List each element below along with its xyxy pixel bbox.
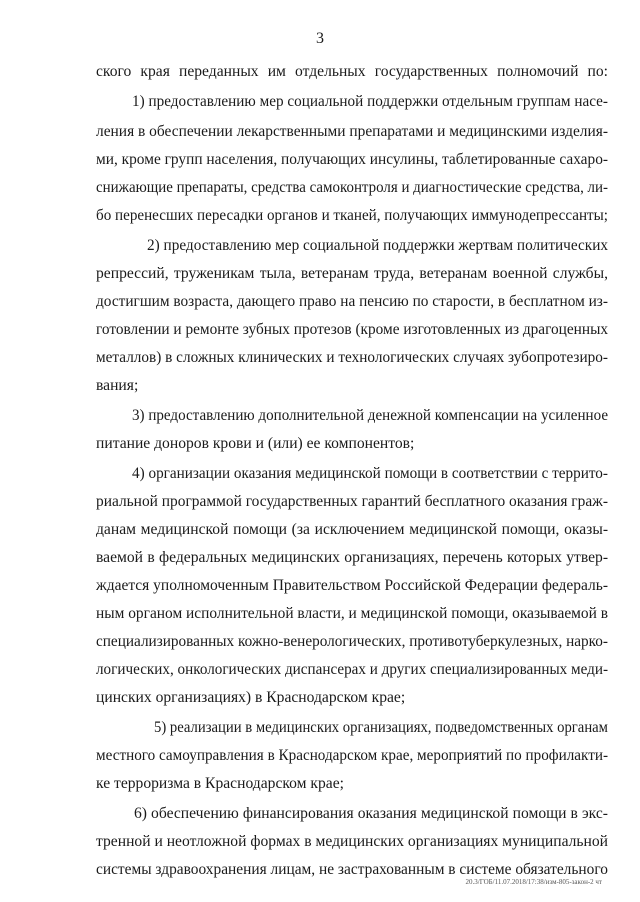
text-line: ского края переданных им отдельных государственных полномочий по: bbox=[96, 63, 609, 80]
text-line: репрессий, труженикам тыла, ветеранам труда, ветеранам военной службы, bbox=[96, 265, 608, 282]
text-line: 1) предоставлению мер социальной поддержки отдельным группам насе- bbox=[132, 93, 609, 110]
text-line: достигшим возраста, дающего право на пенсию по старости, в бесплатном из- bbox=[96, 293, 608, 310]
text-line: данам медицинской помощи (за исключением медицинской помощи, оказы- bbox=[96, 521, 609, 538]
text-line: ным органом исполнительной власти, и медицинской помощи, оказываемой в bbox=[96, 605, 609, 622]
text-line: логических, онкологических диспансерах и других специализированных меди- bbox=[96, 661, 609, 678]
text-line: 6) обеспечению финансирования оказания медицинской помощи в экс- bbox=[134, 805, 608, 822]
text-line: 2) предоставлению мер социальной поддержки жертвам политических bbox=[147, 237, 609, 254]
text-line: снижающие препараты, средства самоконтроля и диагностические средства, ли- bbox=[96, 179, 608, 196]
text-line: тренной и неотложной формах в медицинских организациях муниципальной bbox=[96, 833, 609, 850]
text-line: 5) реализации в медицинских организациях, подведомственных органам bbox=[154, 719, 608, 736]
text-line: ждается уполномоченным Правительством Российской Федерации федераль- bbox=[96, 577, 609, 594]
text-line: цинских организациях) в Краснодарском крае; bbox=[96, 689, 406, 706]
text-line: питание доноров крови и (или) ее компонентов; bbox=[96, 435, 415, 452]
text-line: вания; bbox=[96, 377, 139, 394]
text-line: ми, кроме групп населения, получающих инсулины, таблетированные сахаро- bbox=[96, 151, 609, 168]
text-line: системы здравоохранения лицам, не застрахованным в системе обязательного bbox=[96, 861, 608, 878]
text-line: ке терроризма в Краснодарском крае; bbox=[96, 775, 344, 792]
text-line: металлов) в сложных клинических и технологических случаях зубопротезиро- bbox=[96, 349, 608, 366]
text-line: бо перенесших пересадки органов и тканей, получающих иммунодепрессанты; bbox=[96, 207, 609, 224]
text-line: ваемой в федеральных медицинских организациях, перечень которых утвер- bbox=[96, 549, 609, 566]
text-line: готовлении и ремонте зубных протезов (кроме изготовленных из драгоценных bbox=[96, 321, 609, 338]
text-line: риальной программой государственных гарантий бесплатного оказания граж- bbox=[96, 493, 608, 510]
text-line: 4) организации оказания медицинской помощи в соответствии с террито- bbox=[132, 465, 608, 482]
text-line: ления в обеспечении лекарственными препаратами и медицинскими изделия- bbox=[96, 123, 608, 140]
page-number: 3 bbox=[316, 30, 324, 47]
footer-stamp: 20.3/ГОБ/11.07.2018/17:38/изм-805-закон-2 чт bbox=[465, 878, 602, 886]
text-line: 3) предоставлению дополнительной денежной компенсации на усиленное bbox=[132, 407, 609, 424]
text-line: местного самоуправления в Краснодарском крае, мероприятий по профилакти- bbox=[96, 747, 609, 764]
text-line: специализированных кожно-венерологических, противотуберкулезных, нарко- bbox=[96, 633, 609, 650]
